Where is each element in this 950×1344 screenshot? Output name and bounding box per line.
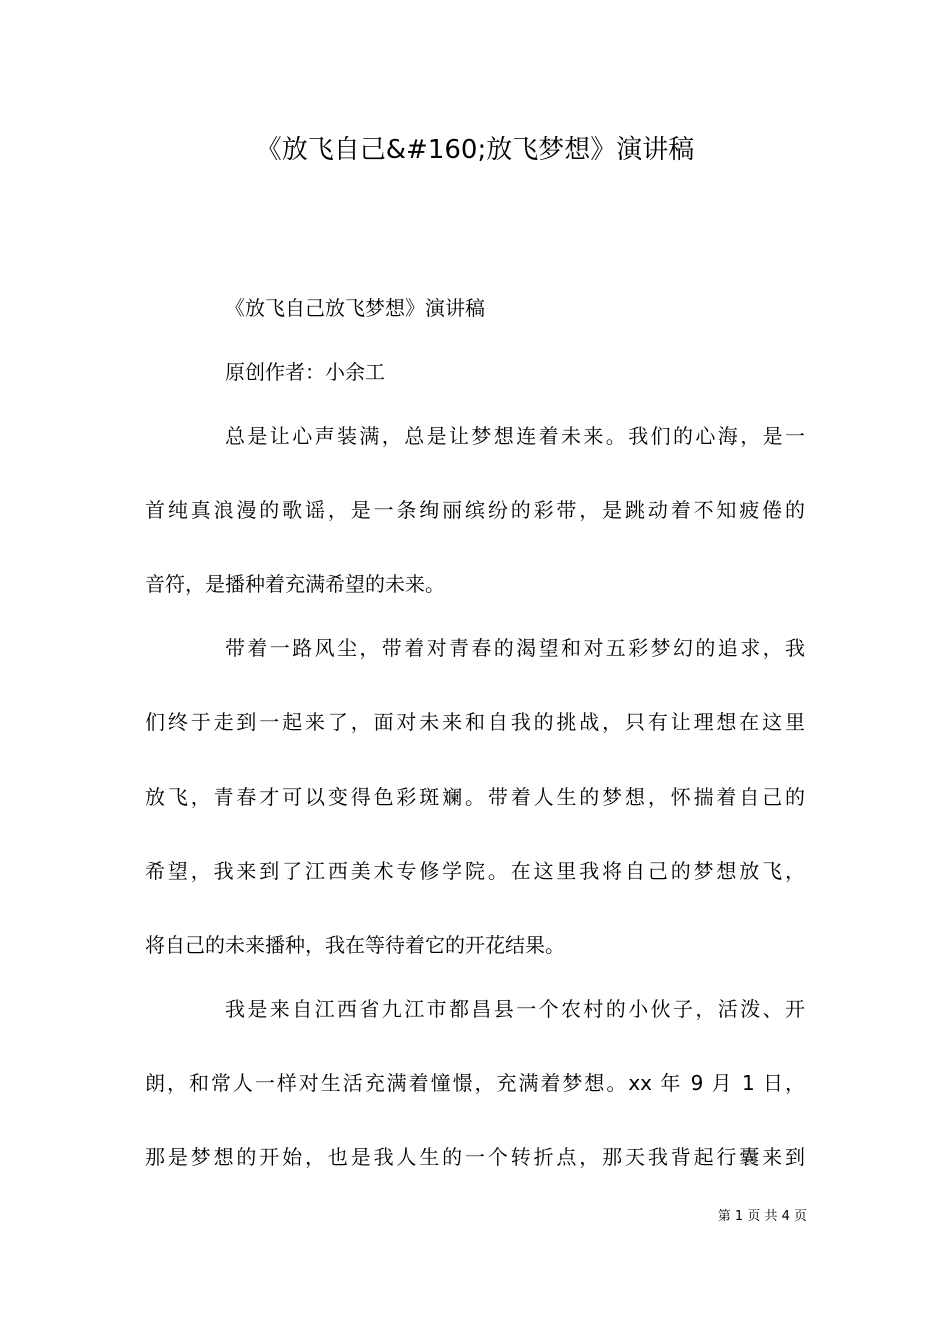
page-number-footer: 第 1 页 共 4 页	[717, 1209, 807, 1224]
paragraph-2-line-1: 带着一路风尘，带着对青春的渴望和对五彩梦幻的追求，我	[225, 636, 805, 660]
paragraph-3-line-2: 朗，和常人一样对生活充满着憧憬，充满着梦想。xx 年 9 月 1 日，	[145, 1071, 805, 1095]
paragraph-1-line-1: 总是让心声装满，总是让梦想连着未来。我们的心海，是一	[225, 424, 805, 448]
paragraph-2-line-5: 将自己的未来播种，我在等待着它的开花结果。	[145, 933, 565, 957]
paragraph-3-line-1: 我是来自江西省九江市都昌县一个农村的小伙子，活泼、开	[225, 997, 805, 1021]
paragraph-2-line-4: 希望，我来到了江西美术专修学院。在这里我将自己的梦想放飞，	[145, 859, 805, 883]
paragraph-3-line-3: 那是梦想的开始，也是我人生的一个转折点，那天我背起行囊来到	[145, 1145, 805, 1169]
author-line: 原创作者：小余工	[225, 360, 385, 384]
speech-title-line: 《放飞自己放飞梦想》演讲稿	[225, 296, 485, 320]
paragraph-2-line-3: 放飞，青春才可以变得色彩斑斓。带着人生的梦想，怀揣着自己的	[145, 785, 805, 809]
paragraph-1-line-3: 音符，是播种着充满希望的未来。	[145, 572, 445, 596]
document-title: 《放飞自己&#160;放飞梦想》演讲稿	[255, 135, 695, 165]
paragraph-1-line-2: 首纯真浪漫的歌谣，是一条绚丽缤纷的彩带，是跳动着不知疲倦的	[145, 498, 805, 522]
paragraph-2-line-2: 们终于走到一起来了，面对未来和自我的挑战，只有让理想在这里	[145, 710, 805, 734]
